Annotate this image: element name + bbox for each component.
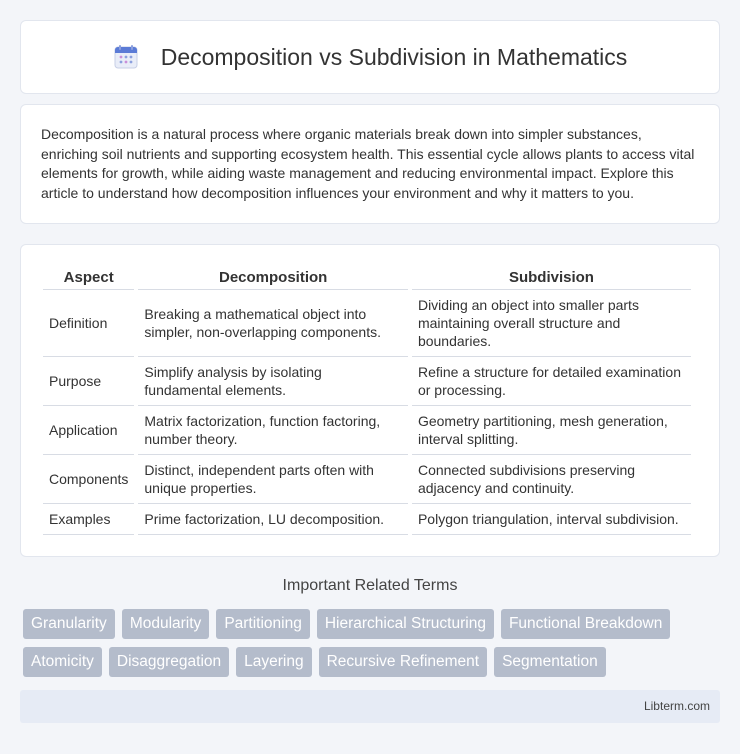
cell-aspect: Definition [43,290,134,357]
tag-granularity[interactable]: Granularity [23,609,115,639]
cell-subdivision: Polygon triangulation, interval subdivision. [412,504,691,535]
cell-decomposition: Prime factorization, LU decomposition. [138,504,408,535]
header-subdivision: Subdivision [412,265,691,290]
tag-atomicity[interactable]: Atomicity [23,647,102,677]
cell-subdivision: Refine a structure for detailed examination or processing. [412,357,691,406]
cell-aspect: Application [43,406,134,455]
cell-aspect: Examples [43,504,134,535]
tag-modularity[interactable]: Modularity [122,609,210,639]
tag-disaggregation[interactable]: Disaggregation [109,647,229,677]
cell-decomposition: Distinct, independent parts often with unique properties. [138,455,408,504]
cell-subdivision: Dividing an object into smaller parts maintaining overall structure and boundaries. [412,290,691,357]
related-terms-title: Important Related Terms [282,577,458,594]
cell-decomposition: Simplify analysis by isolating fundamental elements. [138,357,408,406]
cell-subdivision: Connected subdivisions preserving adjacency and continuity. [412,455,691,504]
calendar-icon [113,44,139,70]
tag-partitioning[interactable]: Partitioning [216,609,310,639]
comparison-card [20,244,720,557]
table-header-row [43,265,691,290]
intro-card [20,104,720,224]
related-terms-list [23,609,723,677]
table-row [43,455,691,504]
cell-decomposition: Breaking a mathematical object into simpler, non-overlapping components. [138,290,408,357]
tag-recursive-refinement[interactable]: Recursive Refinement [319,647,487,677]
cell-decomposition: Matrix factorization, function factoring, number theory. [138,406,408,455]
header-decomposition: Decomposition [138,265,408,290]
table-row [43,406,691,455]
tag-layering[interactable]: Layering [236,647,311,677]
footer [20,690,720,723]
table-row [43,504,691,535]
cell-subdivision: Geometry partitioning, mesh generation, interval splitting. [412,406,691,455]
cell-aspect: Components [43,455,134,504]
header-aspect: Aspect [43,265,134,290]
footer-site-link[interactable]: Libterm.com [643,699,710,713]
table-row [43,357,691,406]
intro-paragraph: Decomposition is a natural process where organic materials break down into simpler substances, enriching soil nutrients and supporting ecosystem health. This essential cycle allows plants to access vital elements for growth, while aiding waste management and reducing environmental impact. Explore this article to understand how decomposition influences your environment and why it matters to you. [41,126,695,201]
cell-aspect: Purpose [43,357,134,406]
comparison-table [39,265,695,535]
tag-hierarchical-structuring[interactable]: Hierarchical Structuring [317,609,494,639]
page-title: Decomposition vs Subdivision in Mathematics [160,43,628,70]
tag-functional-breakdown[interactable]: Functional Breakdown [501,609,670,639]
tag-segmentation[interactable]: Segmentation [494,647,606,677]
header-card [20,20,720,94]
table-row [43,290,691,357]
